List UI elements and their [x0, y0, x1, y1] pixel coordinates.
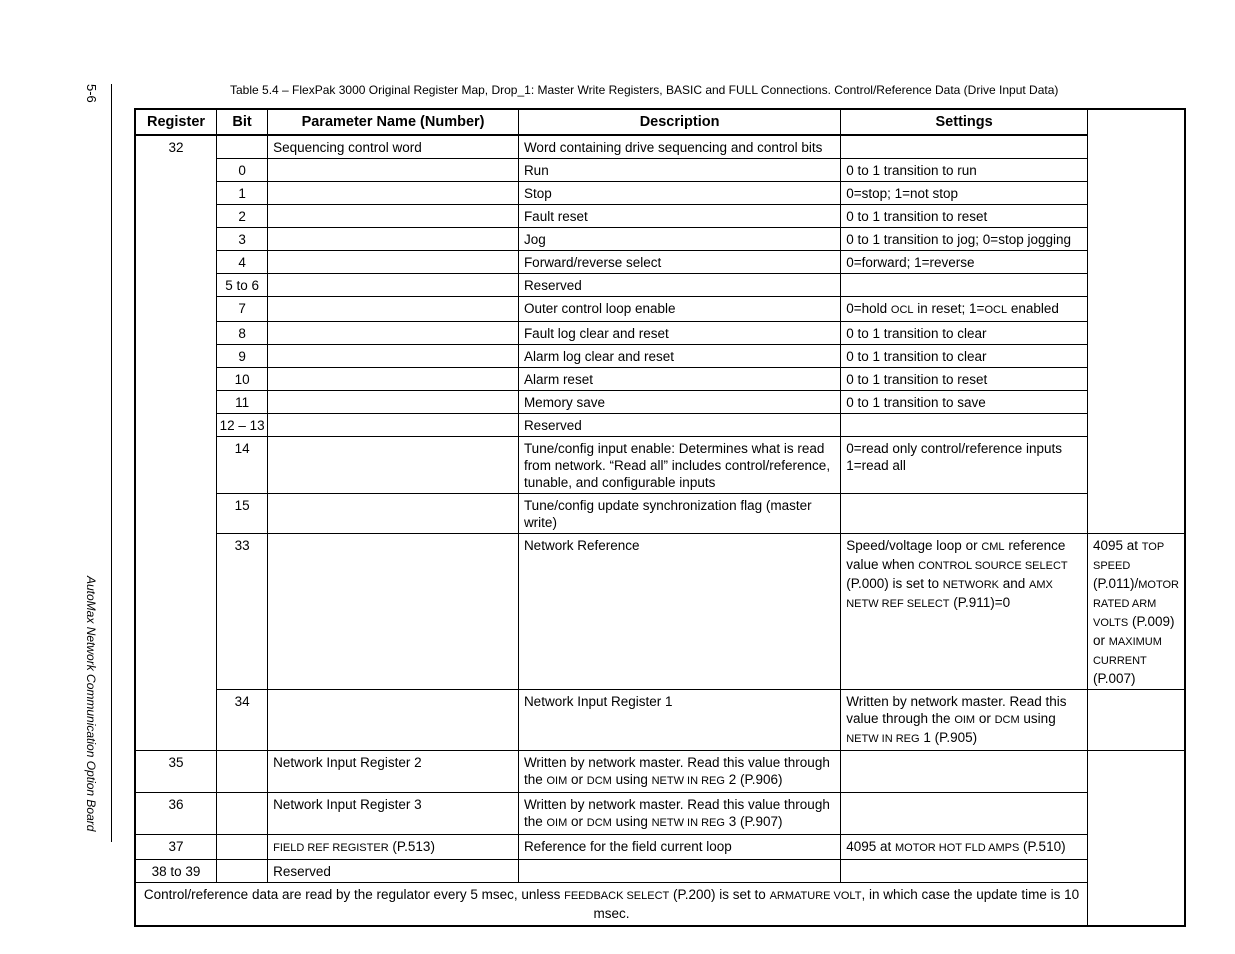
description-cell [841, 690, 1088, 751]
desc-smallcaps: NETW IN REG [651, 775, 725, 787]
desc-smallcaps: CONTROL SOURCE SELECT [918, 560, 1068, 572]
settings-text: (P.011)/ [1092, 576, 1139, 591]
desc-text: using [611, 814, 652, 829]
parameter-cell: Network Input Register 3 [268, 793, 519, 835]
desc-text: or [567, 772, 587, 787]
parameter-cell [268, 228, 519, 251]
settings-cell [841, 274, 1088, 297]
table-footnote [135, 883, 1087, 927]
table-row [135, 793, 1185, 835]
settings-cell: 0 to 1 transition to run [841, 159, 1088, 182]
settings-cell [1087, 690, 1185, 751]
settings-cell: 0 to 1 transition to clear [841, 345, 1088, 368]
bit-cell [268, 690, 519, 751]
settings-text: (P.510) [1019, 839, 1066, 854]
header-settings: Settings [841, 109, 1088, 135]
description-cell: Outer control loop enable [518, 297, 840, 322]
desc-smallcaps: DCM [586, 817, 612, 829]
desc-text: (P.911)=0 [949, 595, 1011, 610]
margin-rule [111, 84, 112, 842]
table-row [135, 251, 1185, 274]
desc-text: Written by network master. Read this value through the [846, 694, 1067, 726]
description-cell: Fault reset [518, 205, 840, 228]
bit-cell: 14 [217, 437, 268, 494]
parameter-cell [268, 251, 519, 274]
bit-cell: 15 [217, 494, 268, 534]
settings-text: enabled [1007, 301, 1059, 316]
footnote-text: (P.200) is set to [669, 887, 770, 902]
parameter-cell [268, 414, 519, 437]
bit-cell: 4 [217, 251, 268, 274]
description-cell: Tune/config update synchronization flag (master write) [518, 494, 840, 534]
table-row [135, 159, 1185, 182]
parameter-cell [268, 205, 519, 228]
bit-cell: 12 – 13 [217, 414, 268, 437]
description-cell [518, 793, 840, 835]
parameter-cell [268, 297, 519, 322]
parameter-cell [268, 391, 519, 414]
table-row [135, 368, 1185, 391]
desc-smallcaps: CML [981, 541, 1005, 553]
table-row [135, 205, 1185, 228]
desc-smallcaps: OIM [546, 817, 568, 829]
footnote-smallcaps: FEEDBACK SELECT [564, 890, 670, 902]
desc-text: or [567, 814, 587, 829]
description-cell: Word containing drive sequencing and control bits [518, 135, 840, 159]
description-cell: Fault log clear and reset [518, 322, 840, 345]
settings-cell [841, 414, 1088, 437]
table-row [135, 135, 1185, 159]
table-row [135, 322, 1185, 345]
desc-smallcaps: NETW IN REG [651, 817, 725, 829]
settings-smallcaps: MAXIMUM CURRENT [1092, 636, 1162, 667]
table-row [135, 297, 1185, 322]
settings-cell [841, 297, 1088, 322]
description-cell [518, 860, 840, 883]
bit-cell: 9 [217, 345, 268, 368]
bit-cell: 1 [217, 182, 268, 205]
bit-cell: 2 [217, 205, 268, 228]
parameter-cell [268, 368, 519, 391]
register-cell: 32 [135, 135, 217, 751]
param-text: (P.513) [388, 839, 435, 854]
parameter-cell [268, 159, 519, 182]
settings-cell [841, 437, 1088, 494]
parameter-cell [268, 494, 519, 534]
desc-text: Speed/voltage loop or [846, 538, 982, 553]
register-cell: 33 [217, 534, 268, 690]
table-row [135, 437, 1185, 494]
bit-cell: 11 [217, 391, 268, 414]
settings-text: in reset; 1= [913, 301, 985, 316]
bit-cell [217, 751, 268, 793]
parameter-cell: Network Input Register 2 [268, 751, 519, 793]
desc-text: Written by network master. Read this value through the [523, 797, 830, 829]
bit-cell: 10 [217, 368, 268, 391]
header-register: Register [135, 109, 217, 135]
page-number: 5-6 [84, 84, 99, 103]
bit-cell: 0 [217, 159, 268, 182]
parameter-cell [268, 274, 519, 297]
desc-text: using [1019, 711, 1056, 726]
desc-text: and [999, 576, 1030, 591]
settings-text: (P.007) [1092, 671, 1136, 686]
desc-smallcaps: OIM [954, 714, 976, 726]
description-cell [518, 751, 840, 793]
description-cell: Stop [518, 182, 840, 205]
settings-cell [841, 751, 1088, 793]
settings-line: 0=read only control/reference inputs [846, 441, 1062, 456]
settings-cell [841, 135, 1088, 159]
table-row [135, 494, 1185, 534]
desc-text: 3 (P.907) [724, 814, 783, 829]
desc-smallcaps: OIM [546, 775, 568, 787]
settings-line: 1=read all [846, 458, 906, 473]
register-cell: 36 [135, 793, 217, 835]
desc-text: Written by network master. Read this value through the [523, 755, 830, 787]
settings-cell [841, 793, 1088, 835]
desc-smallcaps: NETW IN REG [846, 733, 920, 745]
table-row [135, 345, 1185, 368]
table-row [135, 690, 1185, 751]
settings-cell: 0=stop; 1=not stop [841, 182, 1088, 205]
header-row [135, 109, 1185, 135]
bit-cell [268, 534, 519, 690]
desc-text: 1 (P.905) [919, 730, 978, 745]
settings-cell: 0 to 1 transition to reset [841, 205, 1088, 228]
settings-smallcaps: OCL [984, 304, 1008, 316]
table-row [135, 414, 1185, 437]
running-title: AutoMax Network Communication Option Board [84, 576, 98, 832]
description-cell: Alarm reset [518, 368, 840, 391]
bit-cell [217, 135, 268, 159]
bit-cell [217, 835, 268, 860]
parameter-cell: Network Reference [518, 534, 840, 690]
register-cell: 35 [135, 751, 217, 793]
settings-cell [841, 860, 1088, 883]
parameter-cell [268, 345, 519, 368]
description-cell [841, 534, 1088, 690]
header-description: Description [518, 109, 840, 135]
settings-smallcaps: OCL [890, 304, 914, 316]
header-bit: Bit [217, 109, 268, 135]
desc-smallcaps: AMX NETW REF SELECT [846, 579, 1053, 610]
parameter-cell [268, 835, 519, 860]
table-row [135, 860, 1185, 883]
settings-cell: 0 to 1 transition to clear [841, 322, 1088, 345]
desc-smallcaps: DCM [586, 775, 612, 787]
desc-smallcaps: NETWORK [942, 579, 1000, 591]
settings-text: 4095 at [846, 839, 896, 854]
settings-cell [841, 494, 1088, 534]
settings-smallcaps: TOP SPEED [1092, 541, 1164, 572]
settings-cell: 0=forward; 1=reverse [841, 251, 1088, 274]
desc-text: or [975, 711, 995, 726]
description-cell: Alarm log clear and reset [518, 345, 840, 368]
bit-cell: 8 [217, 322, 268, 345]
settings-smallcaps: MOTOR HOT FLD AMPS [895, 842, 1020, 854]
footnote-smallcaps: ARMATURE VOLT [769, 890, 862, 902]
desc-text: 2 (P.906) [724, 772, 783, 787]
desc-text: reference value when [846, 538, 1066, 572]
desc-text: (P.000) is set to [846, 576, 943, 591]
footnote-text: Control/reference data are read by the regulator every 5 msec, unless [143, 887, 565, 902]
register-cell: 38 to 39 [135, 860, 217, 883]
parameter-cell [268, 182, 519, 205]
bit-cell: 5 to 6 [217, 274, 268, 297]
bit-cell [217, 793, 268, 835]
bit-cell: 3 [217, 228, 268, 251]
footnote-text: , in which case the update time is 10 msec. [593, 887, 1080, 921]
settings-cell: 0 to 1 transition to save [841, 391, 1088, 414]
bit-cell: 7 [217, 297, 268, 322]
parameter-cell [268, 322, 519, 345]
settings-cell [841, 835, 1088, 860]
description-cell: Reserved [518, 414, 840, 437]
settings-cell [1087, 534, 1185, 690]
table-row [135, 391, 1185, 414]
table-caption: Table 5.4 – FlexPak 3000 Original Register Map, Drop_1: Master Write Registers, BASIC and FULL Connections. Control/Reference Data (Drive Input Data) [230, 83, 1059, 97]
table-row [135, 835, 1185, 860]
table-row [135, 534, 1185, 690]
description-cell: Memory save [518, 391, 840, 414]
desc-text: using [611, 772, 652, 787]
description-cell: Reference for the field current loop [518, 835, 840, 860]
settings-text: (P.009) or [1092, 614, 1175, 648]
desc-smallcaps: DCM [994, 714, 1020, 726]
parameter-cell: Reserved [268, 860, 519, 883]
settings-cell: 0 to 1 transition to reset [841, 368, 1088, 391]
description-cell: Jog [518, 228, 840, 251]
description-cell: Forward/reverse select [518, 251, 840, 274]
parameter-cell: Network Input Register 1 [518, 690, 840, 751]
table-row [135, 751, 1185, 793]
settings-smallcaps: MOTOR RATED ARM VOLTS [1092, 579, 1180, 629]
table-row [135, 274, 1185, 297]
param-smallcaps: FIELD REF REGISTER [273, 842, 389, 854]
table-row [135, 228, 1185, 251]
register-map-table [134, 108, 1186, 927]
register-cell: 37 [135, 835, 217, 860]
parameter-cell: Sequencing control word [268, 135, 519, 159]
settings-text: 0=hold [846, 301, 891, 316]
settings-text: 4095 at [1092, 538, 1142, 553]
description-cell: Reserved [518, 274, 840, 297]
header-parameter: Parameter Name (Number) [268, 109, 519, 135]
description-cell: Run [518, 159, 840, 182]
table-row [135, 182, 1185, 205]
table-footnote-row [135, 883, 1185, 927]
register-cell: 34 [217, 690, 268, 751]
settings-cell: 0 to 1 transition to jog; 0=stop jogging [841, 228, 1088, 251]
parameter-cell [268, 437, 519, 494]
description-cell: Tune/config input enable: Determines what is read from network. “Read all” includes control/reference, tunable, and configurable inputs [518, 437, 840, 494]
bit-cell [217, 860, 268, 883]
